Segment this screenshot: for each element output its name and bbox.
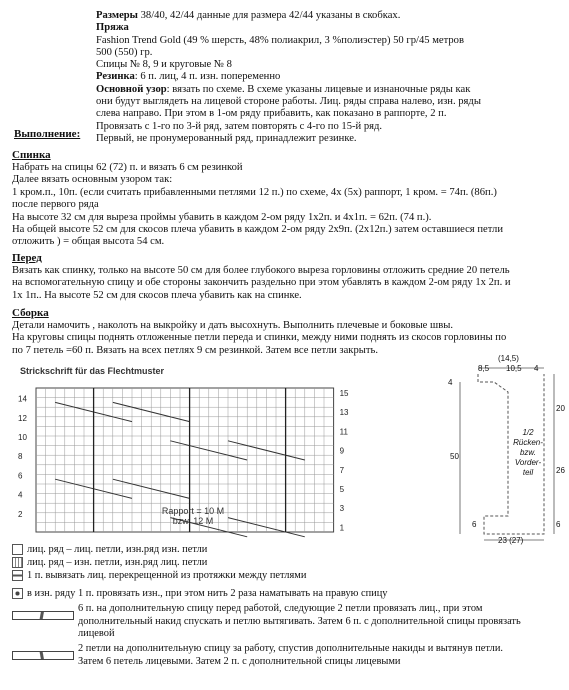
garment-schematic	[448, 356, 566, 546]
assembly-section	[12, 307, 557, 357]
legend-row-3	[12, 570, 306, 582]
legend-row-2	[12, 557, 207, 569]
yarn-label: Пряжа	[96, 22, 129, 34]
yarn-line-1: Fashion Trend Gold (49 % шерсть, 48% полиакрил, 3 %полиэстер) 50 гр/45 метров	[96, 34, 464, 46]
legend-text-5b: дополнительный накид спускать и петлю вытягивать. Затем 6 п. с дополнительной спицы провязать	[78, 615, 521, 627]
front-line: 1х 1п.. На высоте 52 см для скосов плеча убавить как на спинке.	[12, 289, 302, 301]
schematic-left-top: 4	[448, 378, 453, 387]
front-line: на вспомогательную спицу и обе стороны закончить раздельно при этом убавлять в каждом 2-ом ряду 1х 2п. и	[12, 277, 511, 289]
front-section	[12, 252, 557, 302]
back-section	[12, 149, 557, 249]
legend-text-3: 1 п. вывязать лиц. перекрещенной из протяжки между петлями	[27, 570, 307, 581]
sizes-text: 38/40, 42/44 данные для размера 42/44 указаны в скобках.	[137, 10, 401, 21]
pattern-label: Основной узор	[96, 83, 167, 95]
rib-text: : 6 п. лиц, 4 п. изн. попеременно	[134, 71, 281, 83]
row-number-right: 5	[339, 485, 345, 494]
schematic-left-bottom: 6	[472, 520, 477, 529]
back-line: Далее вязать основным узором так:	[12, 174, 173, 186]
back-title: Спинка	[12, 149, 51, 161]
schematic-label-5: teil	[522, 468, 534, 477]
purl-square-icon	[12, 557, 23, 568]
row-number-left: 10	[18, 433, 27, 442]
sizes-label: Размеры	[96, 10, 138, 21]
schematic-right-mid: 26	[556, 466, 565, 475]
legend-row-5	[78, 603, 521, 641]
double-wrap-icon	[12, 588, 23, 599]
legend-row-6-symbol	[12, 646, 72, 664]
legend-text-4: в изн. ряду 1 п. провязать изн., при этом нить 2 раза наматывать на правую спицу	[27, 588, 388, 599]
rapport-line-2: bzw. 12 M	[172, 516, 214, 526]
assembly-title: Сборка	[12, 307, 49, 319]
legend-row-1	[12, 544, 207, 556]
row-number-left: 12	[18, 413, 27, 423]
schematic-top-seg2: 10,5	[506, 364, 522, 373]
back-line: 1 кром.п., 10п. (если считать прибавленными петлями 12 п.) по схеме, 4х (5х) раппорт, 1 кром. = 74п. (86п.)	[12, 186, 497, 198]
schematic-right-top: 20	[556, 404, 565, 413]
back-line: Набрать на спицы 62 (72) п. и вязать 6 см резинкой	[12, 162, 243, 173]
rapport-label	[138, 506, 248, 526]
legend-row-5-symbol	[12, 606, 72, 624]
legend-text-6b: Затем 6 петель лицевыми. Затем 2 п. с дополнительной спицы лицевыми	[78, 655, 401, 667]
schematic-outline-svg	[448, 356, 566, 546]
back-line: после первого ряда	[12, 199, 99, 211]
row-number-left: 2	[18, 509, 23, 519]
empty-square-icon	[12, 544, 23, 555]
row-number-left: 14	[18, 394, 27, 404]
schematic-label-3: bzw.	[519, 448, 536, 457]
schematic-top-seg3: 4	[534, 364, 539, 373]
row-number-right: 3	[339, 504, 345, 514]
needles-text: Спицы № 8, 9 и круговые № 8	[96, 59, 232, 71]
legend-text-5c: лицевой	[78, 628, 115, 640]
chart-title: Strickschrift für das Flechtmuster	[20, 366, 165, 376]
row-number-left: 8	[18, 452, 23, 462]
pattern-line-2: они будут выглядеть на лицевой стороне работы. Лиц. ряды справа налево, изн. ряды	[96, 96, 481, 108]
back-line: На общей высоте 52 см для скосов плеча убавить в каждом 2-ом ряду 2х9п. (2х12п.) затем оставшиеся петли	[12, 224, 504, 236]
row-number-right: 7	[339, 465, 345, 475]
schematic-width-bottom: 23 (27)	[498, 536, 524, 545]
back-line: На высоте 32 см для выреза проймы убавить в каждом 2-ом ряду 1х2п. и 4х1п. = 62п. (74 п.).	[12, 211, 432, 223]
schematic-label-4: Vorder-	[514, 458, 542, 467]
pattern-line-4: Провязать с 1-го по 3-й ряд, затем повторять с 4-го по 15-й ряд.	[96, 120, 383, 132]
cable-front-icon	[12, 611, 74, 620]
legend-row-6	[78, 643, 503, 668]
schematic-label-2: Rücken-	[513, 438, 543, 447]
assembly-line: Детали намочить , наколоть на выкройку и дать высохнуть. Выполнить плечевые и боковые швы.	[12, 320, 453, 331]
schematic-label-1: 1/2	[522, 428, 534, 437]
knitting-chart	[14, 366, 359, 538]
pattern-line-3: слева направо. При этом в 1-ом ряду прибавить, как показано в раппорте, 2 п.	[96, 108, 447, 120]
legend-text-6a: 2 петли на дополнительную спицу за работу, спустив дополнительные накиды и вытянув петли.	[78, 643, 504, 654]
assembly-line: На круговы спицы поднять отложенные петли переда и спинки, между ними поднять из скосов горловины по	[12, 332, 507, 344]
intro-block	[96, 10, 556, 145]
execution-label: Выполнение:	[14, 128, 81, 140]
row-number-right: 9	[339, 446, 345, 456]
legend-text-1: лиц. ряд – лиц. петли, изн.ряд изн. петли	[27, 544, 208, 555]
front-title: Перед	[12, 252, 42, 264]
cable-back-icon	[12, 651, 74, 660]
front-line: Вязать как спинку, только на высоте 50 см для более глубокого выреза горловины отложить средние 20 петель	[12, 265, 510, 276]
schematic-label	[510, 428, 546, 478]
row-number-right: 1	[339, 523, 345, 533]
pattern-line-1: : вязать по схеме. В схеме указаны лицевые и изнаночные ряды как	[166, 83, 471, 95]
row-number-right: 13	[339, 408, 349, 418]
cross-square-icon	[12, 570, 23, 581]
rapport-line-1: Rapport = 10 M	[161, 506, 225, 516]
schematic-left-height: 50	[450, 452, 459, 461]
pattern-line-5: Первый, не пронумерованный ряд, принадлежит резинке.	[96, 132, 357, 144]
assembly-line: по 7 петель =60 п. Вязать на всех петлях 9 см резинкой. Затем все петли закрыть.	[12, 344, 378, 356]
legend-row-4	[12, 588, 388, 600]
row-number-left: 6	[18, 471, 23, 481]
schematic-right-bottom: 6	[556, 520, 561, 529]
row-number-right: 15	[339, 389, 349, 398]
legend-text-5a: 6 п. на дополнительную спицу перед работой, следующие 2 петли провязать лиц., при этом	[78, 603, 483, 614]
schematic-top-seg1: 8,5	[478, 364, 490, 373]
rib-label: Резинка	[96, 71, 135, 83]
row-number-right: 11	[339, 427, 348, 437]
back-line: отложить ) = общая высота 54 см.	[12, 236, 165, 248]
row-number-left: 4	[18, 490, 23, 500]
schematic-top-total: (14,5)	[498, 354, 519, 363]
yarn-line-2: 500 (550) гр.	[96, 46, 153, 58]
legend-text-2: лиц. ряд – изн. петли, изн.ряд лиц. петли	[27, 557, 208, 568]
